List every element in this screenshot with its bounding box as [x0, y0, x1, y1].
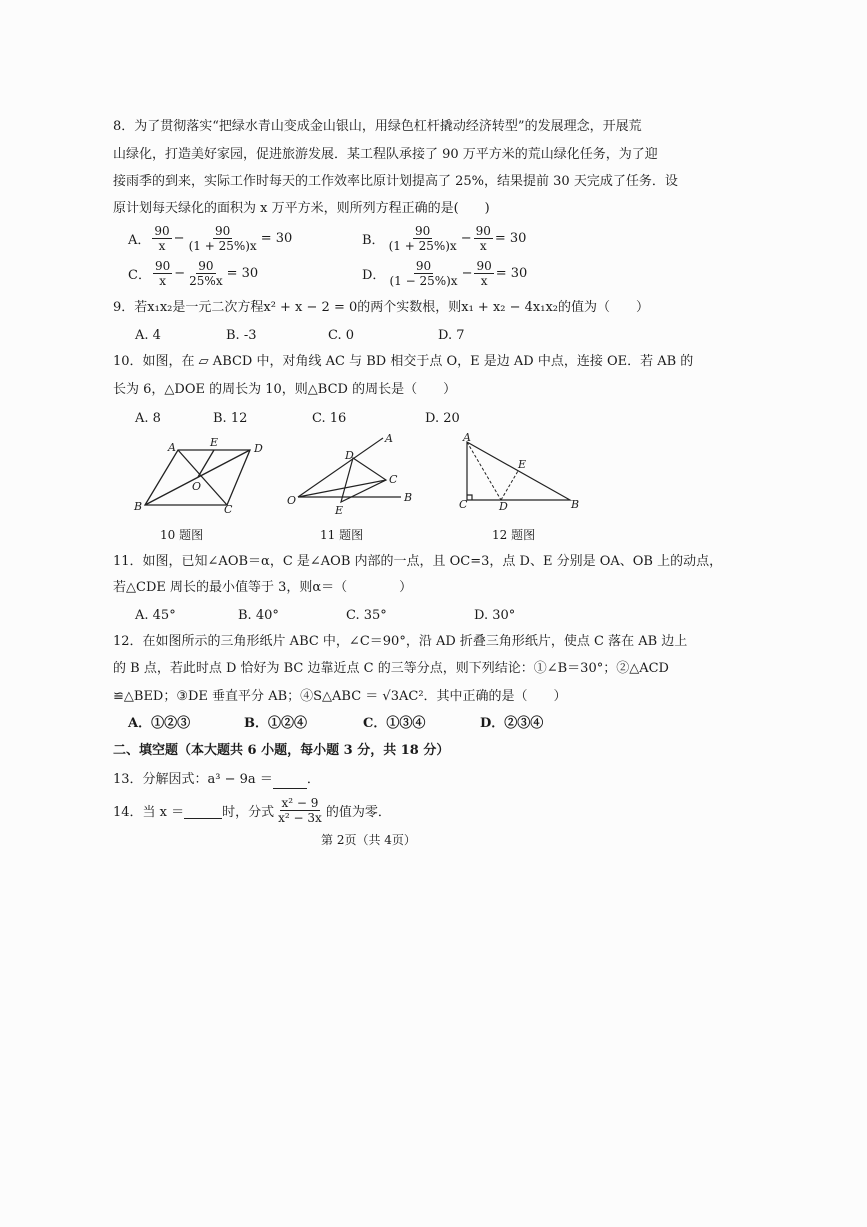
- q11-line2: 若△CDE 周长的最小值等于 3，则α＝（ ）: [113, 580, 413, 595]
- fig12-label-c: C: [459, 498, 468, 511]
- fig10-caption: 10 题图: [160, 528, 204, 542]
- q12-line2: 的 B 点，若此时点 D 恰好为 BC 边靠近点 C 的三等分点，则下列结论：①∠B＝30°；②△ACD: [113, 661, 669, 676]
- fig11-label-e: E: [335, 504, 344, 517]
- section2-title: 二、填空题（本大题共 6 小题，每小题 3 分，共 18 分）: [113, 743, 450, 758]
- q8-line3: 接雨季的到来，实际工作时每天的工作效率比原计划提高了 25%，结果提前 30 天完成了任务．设: [113, 174, 678, 189]
- fig10-label-e: E: [210, 436, 219, 449]
- q10-line2: 长为 6，△DOE 的周长为 10，则△BCD 的周长是（ ）: [113, 382, 457, 397]
- fig11-label-d: D: [345, 449, 354, 462]
- q14-line: 14．当 x ＝ 时，分式 $\frac{\text{x² − 9}}{\text{x² − 3x}}$ 的值为零．: [113, 796, 391, 825]
- fig10-parallelogram: [130, 435, 265, 515]
- fig12-caption: 12 题图: [492, 528, 536, 542]
- fraction: $\frac{90}{(1 + 25\%)x}$: [188, 224, 257, 253]
- page-footer: 第 2页（共 4页）: [321, 833, 416, 847]
- fraction: $\frac{90}{x}$: [475, 224, 491, 253]
- q8-option-b: B． $\frac{90}{(1 + 25\%)x}$ − $\frac{90}{x}$ = 30: [362, 224, 527, 253]
- q14-answer-blank: [184, 803, 222, 819]
- q9-option-d: D. 7: [438, 328, 465, 343]
- fig11-label-o: O: [287, 494, 297, 507]
- fig12-label-e: E: [518, 458, 527, 471]
- q11-option-b: B. 40°: [238, 608, 279, 623]
- q8-line1: 8．为了贯彻落实“把绿水青山变成金山银山，用绿色杠杆撬动经济转型”的发展理念，开展荒: [113, 119, 642, 134]
- q8-option-c: C． $\frac{90}{x}$ − $\frac{90}{25\%x}$ = 30: [128, 259, 259, 288]
- fraction: $\frac{\text{x² − 9}}{\text{x² − 3x}}$: [278, 796, 322, 825]
- fig12-label-a: A: [463, 432, 471, 444]
- fig10-label-o: O: [192, 480, 202, 493]
- fraction: $\frac{90}{x}$: [476, 259, 492, 288]
- q12-option-a: A．①②③: [128, 716, 191, 731]
- fig12-label-d: D: [499, 500, 508, 512]
- fig12-label-b: B: [571, 498, 580, 511]
- q12-line3: ≌△BED；③DE 垂直平分 AB；④S△ABC ＝ √3AC²．其中正确的是（ ）: [113, 689, 567, 704]
- q10-option-a: A. 8: [135, 411, 161, 426]
- fraction: $\frac{90}{(1 - 25\%)x}$: [389, 259, 458, 288]
- fig10-label-d: D: [254, 442, 263, 455]
- q10-line1: 10．如图，在 ▱ ABCD 中，对角线 AC 与 BD 相交于点 O，E 是边 AD 中点，连接 OE．若 AB 的: [113, 354, 694, 369]
- q8-option-a: A． $\frac{90}{x}$ − $\frac{90}{(1 + 25\%)x}$ = 30: [128, 224, 293, 253]
- fig12-right-triangle: [455, 432, 585, 512]
- q11-option-c: C. 35°: [346, 608, 387, 623]
- q10-option-c: C. 16: [312, 411, 347, 426]
- fig10-label-c: C: [224, 503, 233, 515]
- q10-option-b: B. 12: [213, 411, 248, 426]
- q12-option-d: D．②③④: [480, 716, 544, 731]
- fraction: $\frac{90}{25\%x}$: [189, 259, 223, 288]
- q10-option-d: D. 20: [425, 411, 460, 426]
- q12-option-c: C．①③④: [363, 716, 426, 731]
- q9-text: 9．若x₁x₂是一元二次方程x² + x − 2 = 0的两个实数根，则x₁ + x₂ − 4x₁x₂的值为（ ）: [113, 300, 650, 315]
- fraction: $\frac{90}{x}$: [154, 259, 171, 288]
- fig11-label-a: A: [385, 432, 393, 445]
- q12-line1: 12．在如图所示的三角形纸片 ABC 中，∠C＝90°，沿 AD 折叠三角形纸片，使点 C 落在 AB 边上: [113, 634, 688, 649]
- fig11-caption: 11 题图: [320, 528, 364, 542]
- q8-line2: 山绿化，打造美好家园，促进旅游发展．某工程队承接了 90 万平方米的荒山绿化任务，为了迎: [113, 147, 658, 162]
- q12-option-b: B．①②④: [244, 716, 307, 731]
- q11-option-a: A. 45°: [135, 608, 176, 623]
- fraction: $\frac{90}{x}$: [154, 224, 170, 253]
- q9-option-c: C. 0: [328, 328, 355, 343]
- fraction: $\frac{90}{(1 + 25\%)x}$: [388, 224, 457, 253]
- q11-line1: 11．如图，已知∠AOB＝α，C 是∠AOB 内部的一点，且 OC=3，点 D、E 分别是 OA、OB 上的动点，: [113, 554, 723, 569]
- fig11-label-c: C: [389, 473, 398, 486]
- q13-answer-blank: [273, 772, 307, 789]
- q8-line4: 原计划每天绿化的面积为 x 万平方米，则所列方程正确的是( ): [113, 201, 490, 216]
- q13-line: 13．分解因式：a³ − 9a ＝ ．: [113, 772, 320, 787]
- fig11-label-b: B: [404, 491, 413, 504]
- q8-option-d: D． $\frac{90}{(1 - 25\%)x}$ − $\frac{90}{x}$ = 30: [362, 259, 528, 288]
- fig10-label-a: A: [168, 441, 176, 454]
- fig10-label-b: B: [134, 500, 143, 513]
- q11-option-d: D. 30°: [474, 608, 516, 623]
- fig11-angle: [283, 430, 418, 520]
- q9-option-a: A. 4: [135, 328, 161, 343]
- q9-option-b: B. -3: [226, 328, 257, 343]
